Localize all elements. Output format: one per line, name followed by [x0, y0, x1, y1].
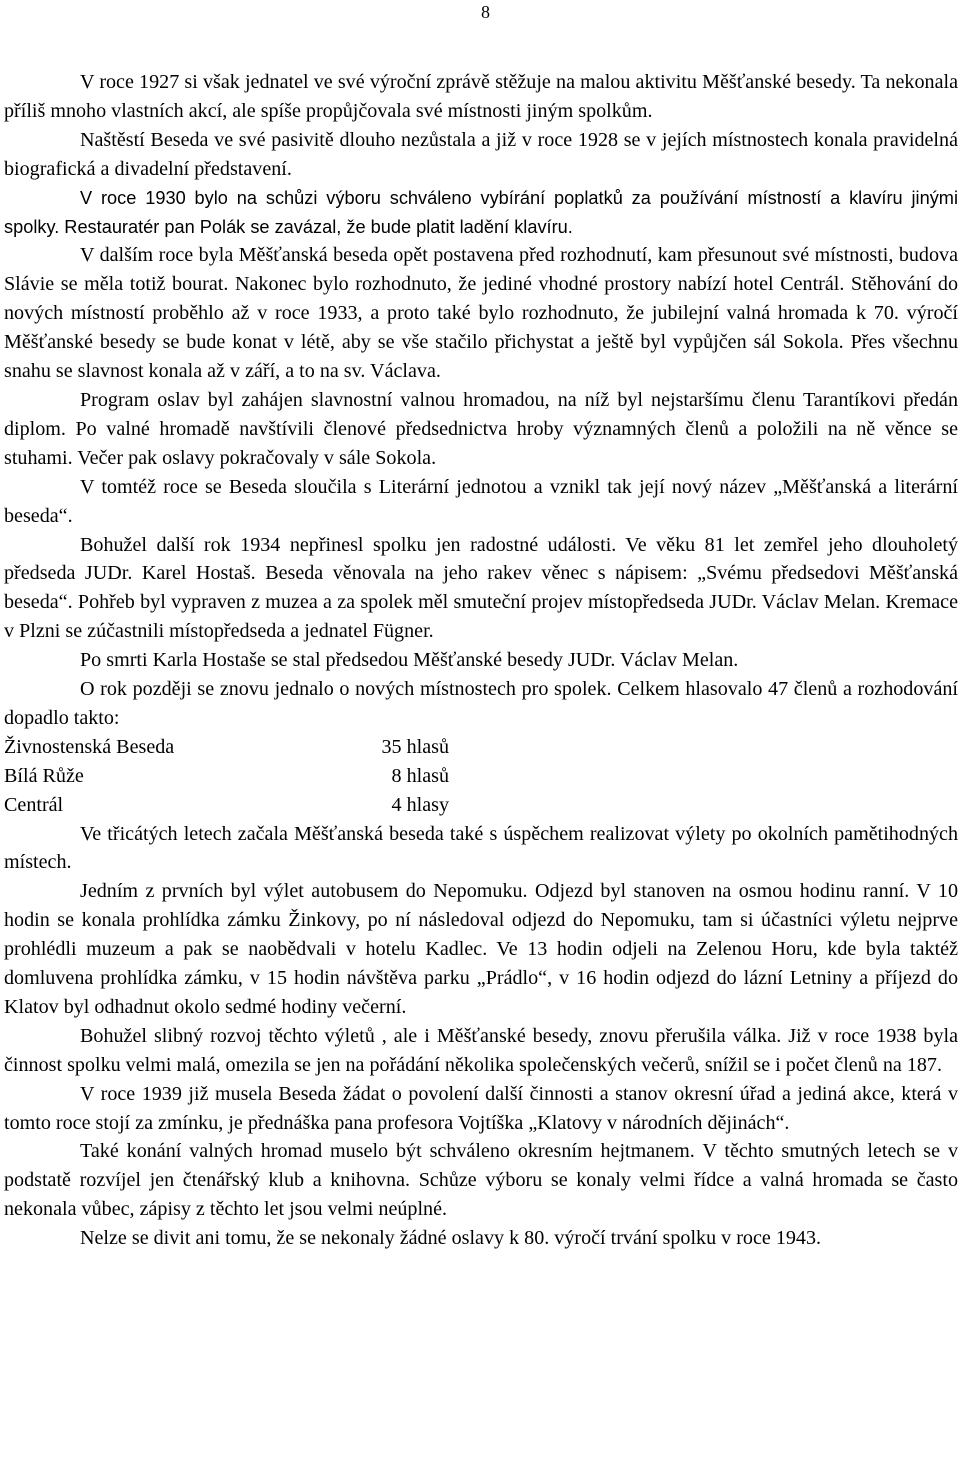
vote-name: Živnostenská Beseda: [4, 735, 175, 758]
vote-results: [4, 733, 958, 820]
vote-row: [4, 791, 958, 820]
page-number: 8: [481, 2, 490, 22]
paragraph: V dalším roce byla Měšťanská beseda opět postavena před rozhodnutí, kam přesunout své místnosti, budova Slávie se měla totiž bourat. Nakonec bylo rozhodnuto, že jediné vhodné prostory nabízí hotel Centrál. Stěhování do nových místností proběhlo až v roce 1933, a proto také bylo rozhodnuto, že jubilejní valná hromada k 70. výročí Měšťanské besedy se bude konat v létě, aby se vše stačilo přichystat a ještě byl vypůjčen sál Sokola. Přes všechnu snahu se slavnost konala až v září, a to na sv. Václava.: [4, 244, 958, 383]
vote-count: 8 hlasů: [391, 764, 449, 787]
paragraph: Také konání valných hromad muselo být schváleno okresním hejtmanem. V těchto smutných letech se v podstatě rozvíjel jen čtenářský klub a knihovna. Schůze výboru se konaly velmi řídce a valná hromada se často nekonala vůbec, zápisy z těchto let jsou velmi neúplné.: [4, 1140, 958, 1221]
document-body: [4, 68, 958, 1253]
vote-name: Centrál: [4, 793, 64, 816]
vote-row: [4, 762, 958, 791]
paragraph: Bohužel slibný rozvoj těchto výletů , ale i Měšťanské besedy, znovu přerušila válka. Již v roce 1938 byla činnost spolku velmi malá, omezila se jen na pořádání několika společenských večerů, snížil se i počet členů na 187.: [4, 1024, 958, 1076]
paragraph: Po smrti Karla Hostaše se stal předsedou Měšťanské besedy JUDr. Václav Melan.: [80, 649, 739, 672]
vote-count: 4 hlasy: [391, 793, 449, 816]
paragraph: Naštěstí Beseda ve své pasivitě dlouho nezůstala a již v roce 1928 se v jejích místnostech konala pravidelná biografická a divadelní představení.: [4, 128, 958, 180]
paragraph: Ve třicátých letech začala Měšťanská beseda také s úspěchem realizovat výlety po okolních pamětihodných místech.: [4, 822, 958, 874]
vote-row: [4, 733, 958, 762]
paragraph: Bohužel další rok 1934 nepřinesl spolku jen radostné události. Ve věku 81 let zemřel jeho dlouholetý předseda JUDr. Karel Hostaš. Beseda věnovala na jeho rakev věnec s nápisem: „Svému předsedovi Měšťanská beseda“. Pohřeb byl vypraven z muzea a za spolek měl smuteční projev místopředseda JUDr. Václav Melan. Kremace v Plzni se zúčastnili místopředseda a jednatel Fügner.: [4, 533, 958, 643]
paragraph: Jedním z prvních byl výlet autobusem do Nepomuku. Odjezd byl stanoven na osmou hodinu ranní. V 10 hodin se konala prohlídka zámku Žinkovy, po ní následoval odjezd do Nepomuku, tam si účastníci výletu nejprve prohlédli muzeum a pak se naobědvali v hotelu Kadlec. Ve 13 hodin odjeli na Zelenou Horu, kde byla taktéž domluvena prohlídka zámku, v 15 hodin návštěva parku „Prádlo“, v 16 hodin odjezd do lázní Letniny a příjezd do Klatov byl odhadnut okolo sedmé hodiny večerní.: [4, 880, 958, 1018]
paragraph: V roce 1930 bylo na schůzi výboru schváleno vybírání poplatků za používání místností a klavíru jinými spolky. Restauratér pan Polák se zavázal, že bude platit ladění klavíru.: [4, 187, 958, 237]
paragraph: V roce 1927 si však jednatel ve své výroční zprávě stěžuje na malou aktivitu Měšťanské besedy. Ta nekonala příliš mnoho vlastních akcí, ale spíše propůjčovala své místnosti jiným spolkům.: [4, 71, 958, 122]
paragraph: V tomtéž roce se Beseda sloučila s Literární jednotou a vznikl tak její nový název „Měšťanská a literární beseda“.: [4, 475, 958, 527]
vote-name: Bílá Růže: [4, 764, 84, 787]
paragraph: O rok později se znovu jednalo o nových místnostech pro spolek. Celkem hlasovalo 47 členů a rozhodování dopadlo takto:: [4, 678, 958, 729]
paragraph: V roce 1939 již musela Beseda žádat o povolení další činnosti a stanov okresní úřad a jediná akce, která v tomto roce stojí za zmínku, je přednáška pana profesora Vojtíška „Klatovy v národních dějinách“.: [4, 1082, 958, 1134]
paragraph: Program oslav byl zahájen slavnostní valnou hromadou, na níž byl nejstaršímu členu Tarantíkovi předán diplom. Po valné hromadě navštívili členové předsednictva hroby významných členů a položili na ně věnce se stuhami. Večer pak oslavy pokračovaly v sále Sokola.: [4, 388, 958, 469]
paragraph: Nelze se divit ani tomu, že se nekonaly žádné oslavy k 80. výročí trvání spolku v roce 1943.: [80, 1227, 822, 1250]
vote-count: 35 hlasů: [381, 735, 449, 758]
